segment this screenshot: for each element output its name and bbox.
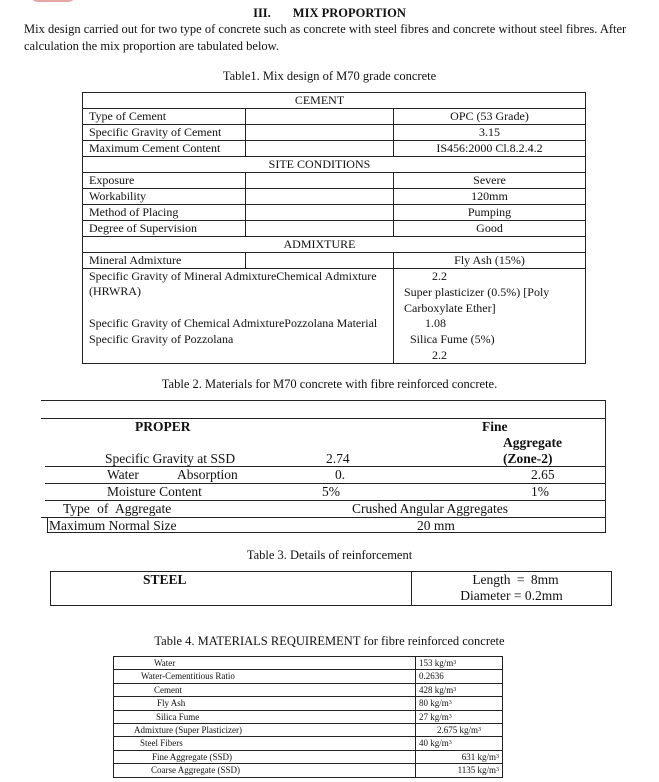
table-row [114, 710, 503, 723]
table2-row-mid: 5% [322, 484, 340, 499]
table-row [51, 572, 612, 606]
table-row [114, 670, 503, 683]
table1-label: Workability [83, 189, 246, 205]
table3-diameter: Diameter = 0.2mm [460, 588, 563, 603]
table1-section-row [83, 93, 586, 109]
table1-section-admixture: ADMIXTURE [246, 237, 394, 253]
table2-row-right: 1% [531, 484, 549, 499]
table1-value: IS456:2000 Cl.8.2.4.2 [394, 141, 586, 157]
table1-label: Exposure [83, 173, 246, 189]
table-row [83, 269, 586, 364]
table2-type-label: Type of Aggregate [63, 501, 172, 516]
table1-label: Specific Gravity of Mineral AdmixtureChemical Admixture (HRWRA) [89, 269, 377, 298]
table4-value-exponent: 3 [453, 686, 457, 693]
section-heading [0, 6, 659, 21]
table2-header-left: PROPER [135, 419, 191, 434]
table1-value: 3.15 [394, 125, 586, 141]
table4-value-text: 40 kg/m [419, 738, 449, 749]
table1-admixture-labels [83, 269, 394, 364]
table2-caption: Table 2. Materials for M70 concrete with fibre reinforced concrete. [161, 377, 498, 391]
table4-value-text: 27 kg/m [419, 711, 449, 722]
table4-value-exponent: 3 [453, 660, 457, 666]
table4-value [416, 724, 503, 737]
table3-length: Length = 8mm [472, 572, 559, 587]
table4-label: Cement [114, 683, 416, 696]
table1-value: Silica Fume (5%) [410, 332, 495, 346]
table-row [114, 750, 503, 763]
table4-label: Silica Fume [114, 710, 416, 723]
table-row [114, 737, 503, 750]
table2-size-label: Maximum Normal Size [49, 518, 177, 533]
table-row [83, 189, 586, 205]
table1-section-site: SITE CONDITIONS [246, 157, 394, 173]
table4-value [416, 670, 503, 683]
table2-row-right: 2.65 [531, 467, 555, 482]
intro-paragraph: Mix design carried out for two type of concrete such as concrete with steel fibres and concrete without steel fibres. After calculation the mix proportion are tabulated below. [24, 22, 627, 53]
table4-materials-requirement [113, 656, 503, 778]
table2-header-fine: Fine [482, 419, 508, 434]
table4-value-exponent: 3 [448, 740, 452, 747]
table4-caption: Table 4. MATERIALS REQUIREMENT for fibre reinforced concrete [154, 634, 505, 648]
table4-value [416, 764, 503, 777]
table1-value: 120mm [394, 189, 586, 205]
table4-value-text: 428 kg/m [419, 684, 454, 695]
table1-value: Pumping [394, 205, 586, 221]
table1-label: Degree of Supervision [83, 221, 246, 237]
table-row [114, 657, 503, 670]
table4-value-text: 80 kg/m [419, 698, 449, 709]
table-row [114, 724, 503, 737]
table4-label: Coarse Aggregate (SSD) [114, 764, 416, 777]
table-row [114, 683, 503, 696]
table1-mix-design [82, 92, 586, 364]
table4-value-exponent: 3 [448, 700, 452, 707]
table1-admixture-values [394, 269, 586, 364]
table2-row-label: Specific Gravity at SSD [105, 451, 236, 466]
table-row [83, 109, 586, 125]
section-title: MIX PROPORTION [292, 6, 406, 20]
table4-value-text: 153 kg/m [419, 658, 454, 668]
table2-row-label: Moisture Content [107, 484, 202, 499]
table2-type-value: Crushed Angular Aggregates [352, 501, 508, 516]
table1-label: Type of Cement [83, 109, 246, 125]
table2-header-aggregate: Aggregate [503, 435, 562, 450]
table1-value: 2.2 [432, 348, 447, 362]
table4-value [416, 657, 503, 670]
table2-header-zone: (Zone-2) [503, 451, 553, 466]
table1-caption: Table1. Mix design of M70 grade concrete [222, 69, 437, 83]
table2-size-value: 20 mm [417, 518, 455, 533]
table1-label: Method of Placing [83, 205, 246, 221]
table1-label: Specific Gravity of Chemical AdmixturePozzolana Material [89, 316, 378, 330]
table3-caption: Table 3. Details of reinforcement [246, 548, 413, 562]
table-row [83, 253, 586, 269]
table1-value: 2.2 [432, 269, 447, 283]
table2-row-label: Absorption [177, 467, 238, 482]
table1-label: Mineral Admixture [83, 253, 246, 269]
table-row [114, 764, 503, 777]
table2-divider [41, 418, 605, 419]
table4-value-exponent: 3 [496, 753, 499, 760]
table-row [83, 173, 586, 189]
table4-value-text: 2.675 kg/m [436, 725, 478, 736]
table4-label: Steel Fibers [114, 737, 416, 750]
table4-label: Fly Ash [114, 697, 416, 710]
table4-label: Admixture (Super Plasticizer) [114, 724, 416, 737]
table4-value [416, 750, 503, 763]
table1-value: Severe [394, 173, 586, 189]
table4-value [416, 710, 503, 723]
section-number: III. [253, 6, 271, 20]
table1-value: Super plasticizer (0.5%) [Poly Carboxylate Ether] [404, 285, 550, 315]
table2-row-mid: 2.74 [326, 451, 350, 466]
table4-value-text: 0.2636 [419, 671, 444, 682]
decorative-top-mark [30, 0, 76, 2]
table2-row-mid: 0. [335, 467, 346, 482]
table1-value: Fly Ash (15%) [394, 253, 586, 269]
table1-label: Specific Gravity of Pozzolana [89, 332, 234, 346]
table-row [83, 205, 586, 221]
table4-label: Water-Cementitious Ratio [114, 670, 416, 683]
table1-section-cement: CEMENT [246, 93, 394, 109]
table1-value: 1.08 [425, 316, 446, 330]
table4-value [416, 737, 503, 750]
table1-value: Good [394, 221, 586, 237]
table4-label: Fine Aggregate (SSD) [114, 750, 416, 763]
table-row [83, 125, 586, 141]
table-row [83, 221, 586, 237]
table3-reinforcement [50, 571, 612, 606]
table-row [114, 697, 503, 710]
table4-value-text: 1135 kg/m [457, 765, 496, 776]
table4-value [416, 683, 503, 696]
table-row [83, 141, 586, 157]
table2-materials [41, 400, 606, 532]
table1-section-row [83, 157, 586, 173]
table4-value-text: 631 kg/m [461, 751, 496, 762]
table1-section-row [83, 237, 586, 253]
table1-label: Specific Gravity of Cement [83, 125, 246, 141]
table3-values [412, 572, 612, 606]
table3-label: STEEL [51, 572, 412, 606]
table2-row-label: Water [107, 467, 139, 482]
table4-value-exponent: 3 [478, 727, 481, 734]
table4-value [416, 697, 503, 710]
table4-value-exponent: 3 [448, 713, 452, 720]
table1-value: OPC (53 Grade) [394, 109, 586, 125]
table4-label: Water [114, 657, 416, 670]
table4-value-exponent: 3 [496, 767, 499, 774]
table1-label: Maximum Cement Content [83, 141, 246, 157]
